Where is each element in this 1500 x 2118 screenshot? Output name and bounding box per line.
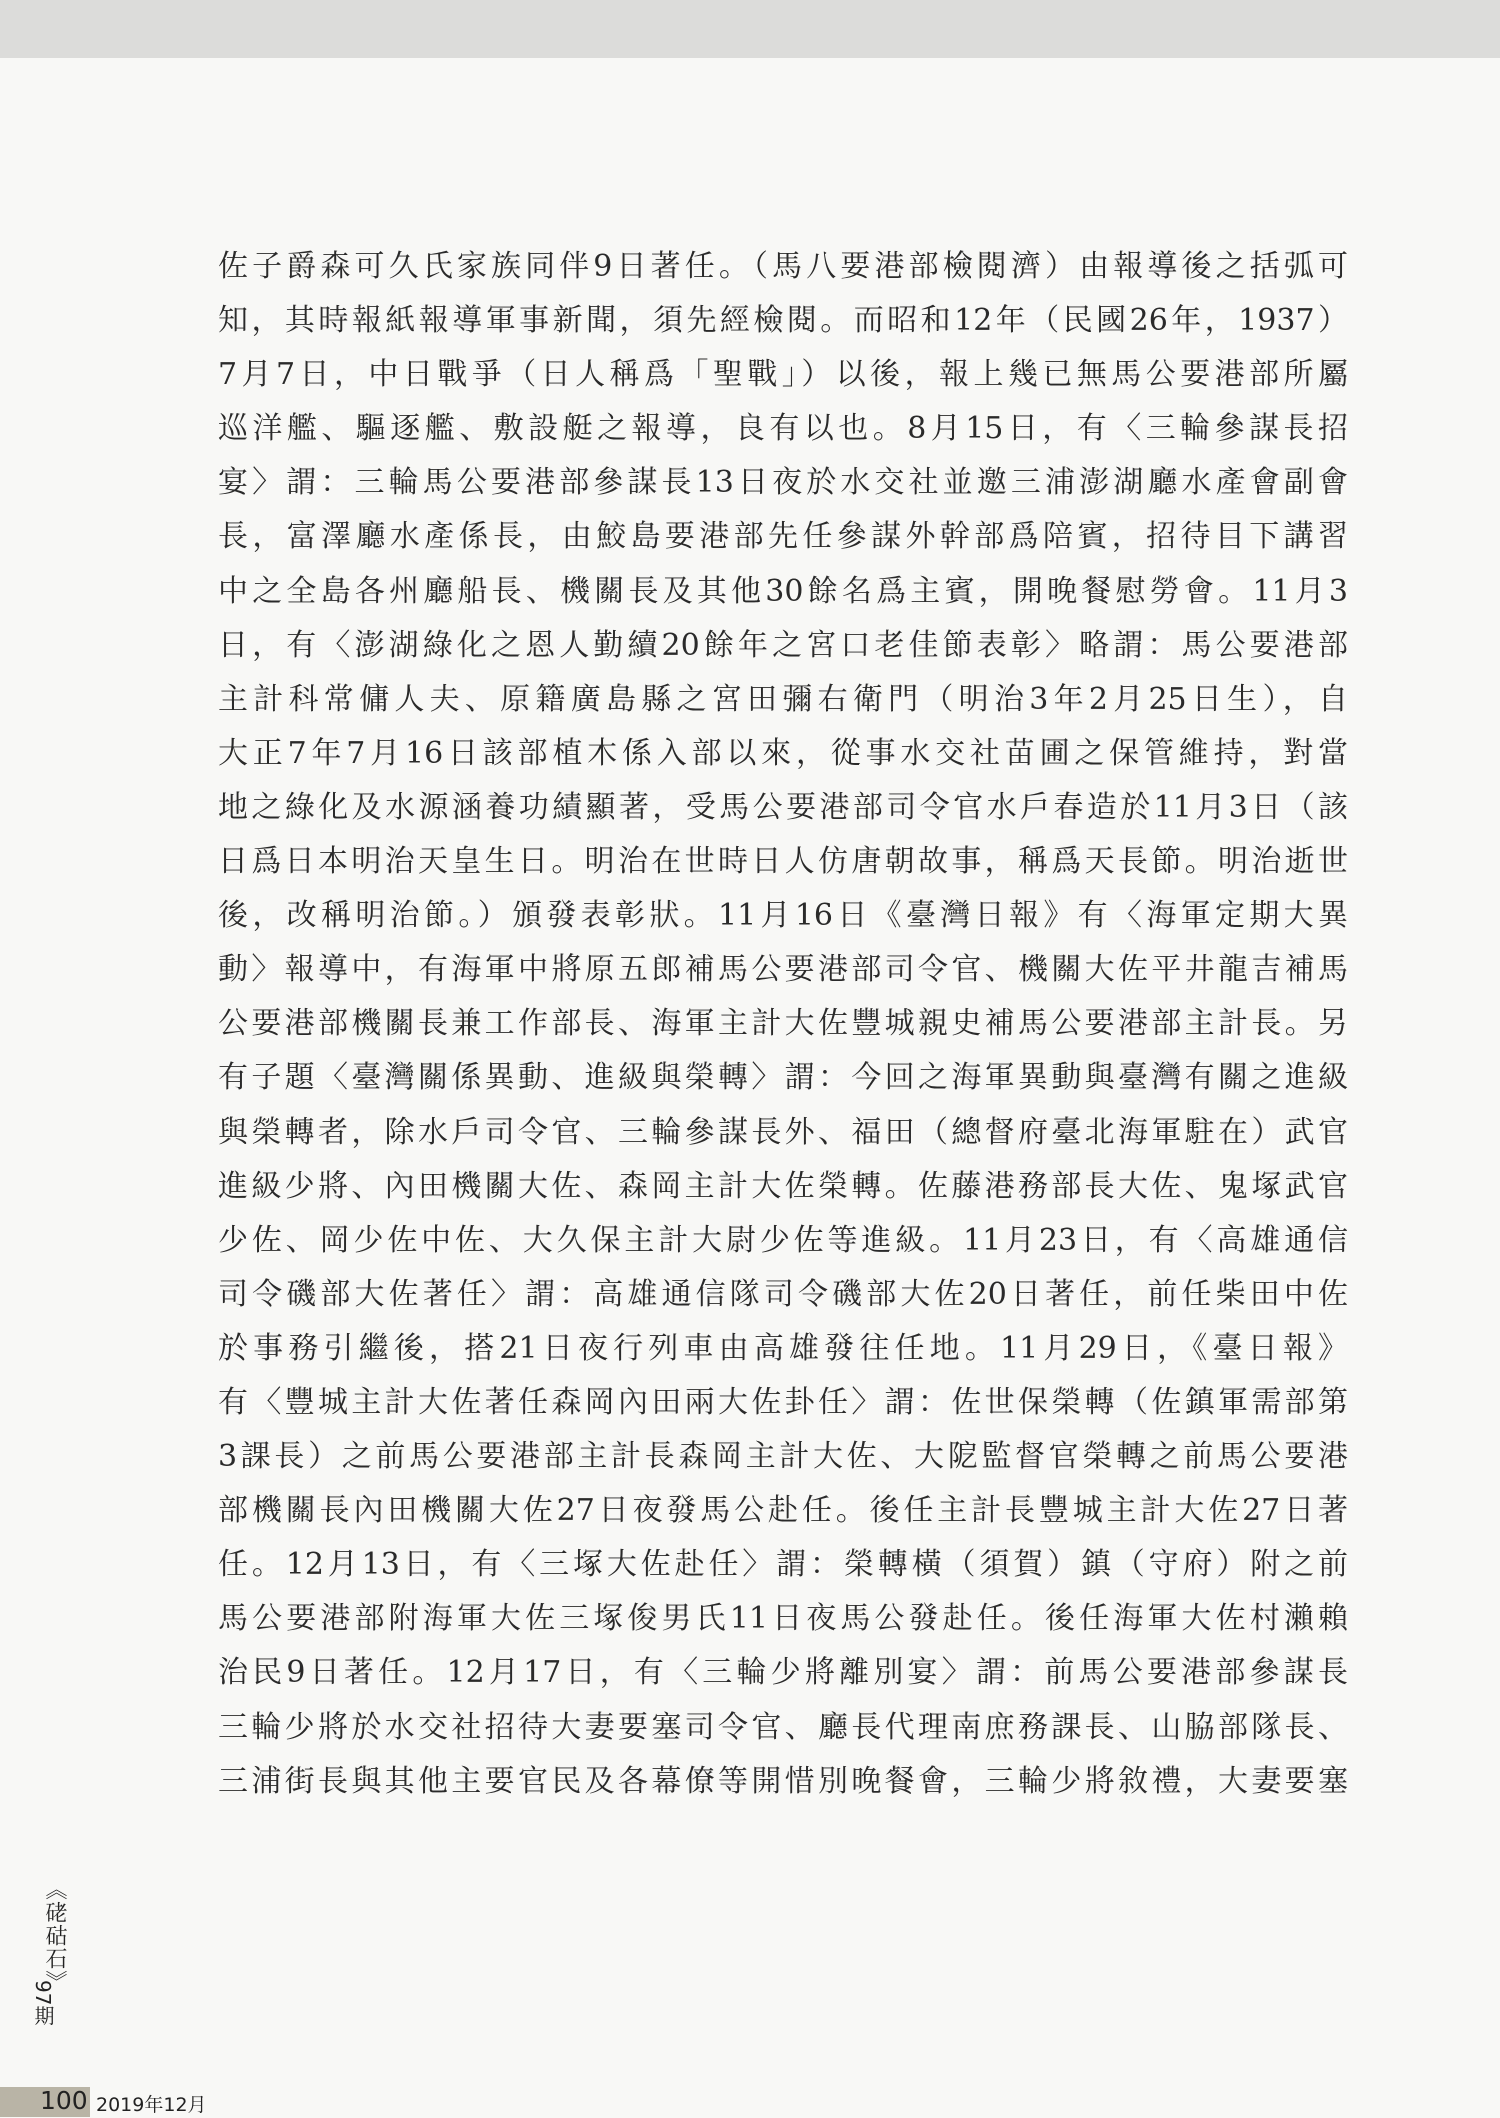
text-line: 馬公要港部附海軍大佐三塚俊男氏11日夜馬公發赴任。後任海軍大佐村瀨賴 (218, 1601, 1348, 1637)
text-line: 三浦街長與其他主要官民及各幕僚等開惜別晚餐會，三輪少將敘禮，大妻要塞 (218, 1763, 1348, 1799)
text-line: 有子題〈臺灣關係異動、進級與榮轉〉謂：今回之海軍異動與臺灣有關之進級 (218, 1060, 1348, 1096)
text-line: 佐子爵森可久氏家族同伴9日著任。（馬八要港部檢閱濟）由報導後之括弧可 (218, 249, 1348, 284)
text-line: 知，其時報紙報導軍事新聞，須先經檢閱。而昭和12年（民國26年，1937） (218, 303, 1348, 339)
text-line: 中之全島各州廳船長、機關長及其他30餘名爲主賓，開晚餐慰勞會。11月3 (218, 573, 1348, 609)
text-line: 與榮轉者，除水戶司令官、三輪參謀長外、福田（總督府臺北海軍駐在）武官 (218, 1114, 1348, 1150)
text-line: 治民9日著任。12月17日，有〈三輪少將離別宴〉謂：前馬公要港部參謀長 (218, 1655, 1348, 1691)
text-line: 公要港部機關長兼工作部長、海軍主計大佐豐城親史補馬公要港部主計長。另 (218, 1006, 1348, 1042)
text-line: 日，有〈澎湖綠化之恩人勤續20餘年之宮口老佳節表彰〉略謂：馬公要港部 (218, 627, 1348, 663)
text-line: 7月7日，中日戰爭（日人稱爲「聖戰」）以後，報上幾已無馬公要港部所屬 (218, 357, 1348, 393)
text-line: 後，改稱明治節。）頒發表彰狀。11月16日《臺灣日報》有〈海軍定期大異 (218, 898, 1348, 934)
text-line: 大正7年7月16日該部植木係入部以來，從事水交社苗圃之保管維持，對當 (218, 735, 1348, 771)
text-line: 動〉報導中，有海軍中將原五郎補馬公要港部司令官、機關大佐平井龍吉補馬 (218, 952, 1348, 988)
scan-top-edge (0, 0, 1500, 58)
text-line: 進級少將、內田機關大佐、森岡主計大佐榮轉。佐藤港務部長大佐、鬼塚武官 (218, 1168, 1348, 1204)
text-line: 主計科常傭人夫、原籍廣島縣之宮田彌右衛門（明治3年2月25日生），自 (218, 681, 1348, 717)
issue-date: 2019年12月 (96, 2094, 207, 2116)
text-line: 部機關長內田機關大佐27日夜發馬公赴任。後任主計長豐城主計大佐27日著 (218, 1493, 1348, 1529)
text-line: 少佐、岡少佐中佐、大久保主計大尉少佐等進級。11月23日，有〈高雄通信 (218, 1222, 1348, 1258)
journal-title: 《硓𥑮石》 (42, 1878, 67, 1993)
text-line: 3課長）之前馬公要港部主計長森岡主計大佐、大阸監督官榮轉之前馬公要港 (218, 1439, 1348, 1475)
text-line: 地之綠化及水源涵養功績顯著，受馬公要港部司令官水戶春造於11月3日（該 (218, 789, 1348, 825)
text-line: 長，富澤廳水產係長，由鮫島要港部先任參謀外幹部爲陪賓，招待目下講習 (218, 519, 1348, 555)
journal-issue: 97期 (31, 1980, 55, 2026)
text-line: 巡洋艦、驅逐艦、敷設艇之報導，良有以也。8月15日，有〈三輪參謀長招 (218, 411, 1348, 447)
text-line: 三輪少將於水交社招待大妻要塞司令官、廳長代理南庶務課長、山脇部隊長、 (218, 1709, 1348, 1745)
text-line: 任。12月13日，有〈三塚大佐赴任〉謂：榮轉橫（須賀）鎮（守府）附之前 (218, 1547, 1348, 1583)
body-text (218, 240, 1348, 1809)
page-number: 100 (40, 2086, 88, 2115)
text-line: 司令磯部大佐著任〉謂：高雄通信隊司令磯部大佐20日著任，前任柴田中佐 (218, 1276, 1348, 1312)
text-line: 宴〉謂：三輪馬公要港部參謀長13日夜於水交社並邀三浦澎湖廳水產會副會 (218, 465, 1348, 501)
text-line: 於事務引繼後，搭21日夜行列車由高雄發往任地。11月29日，《臺日報》 (218, 1330, 1348, 1366)
text-line: 日爲日本明治天皇生日。明治在世時日人仿唐朝故事，稱爲天長節。明治逝世 (218, 844, 1348, 880)
text-line: 有〈豐城主計大佐著任森岡內田兩大佐卦任〉謂：佐世保榮轉（佐鎮軍需部第 (218, 1384, 1348, 1420)
